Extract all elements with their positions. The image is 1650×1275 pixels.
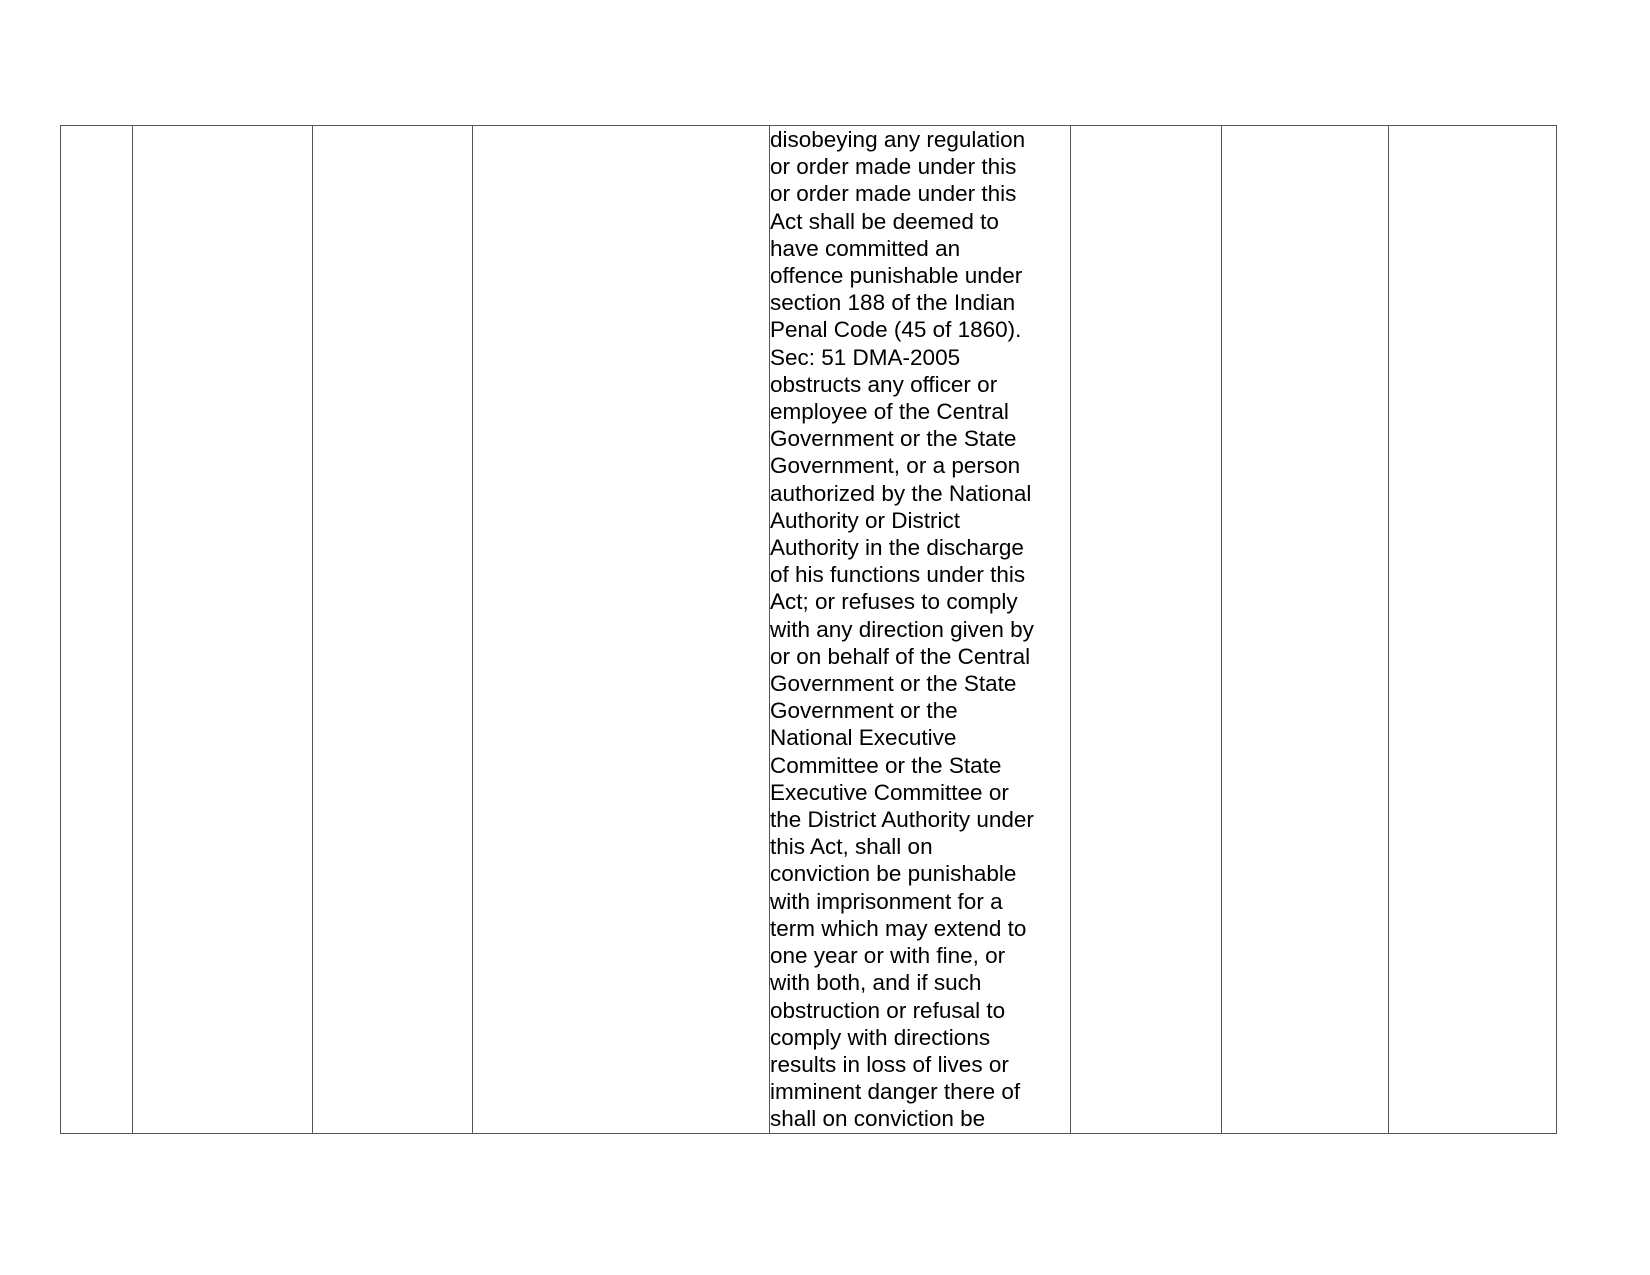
provision-text-line: or order made under this [770, 181, 1017, 207]
provision-text-line: of his functions under this [770, 562, 1026, 588]
provision-text-line: authorized by the National [770, 480, 1032, 506]
provision-text-line: imminent danger there of [770, 1079, 1021, 1105]
table-row [61, 126, 1557, 1134]
provision-text-line: National Executive [770, 725, 957, 751]
provision-text-line: Sec: 51 DMA-2005 [770, 344, 961, 370]
provision-text-line: have committed an [770, 235, 961, 261]
provision-text-line: Act shall be deemed to [770, 208, 999, 234]
provision-text-line: this Act, shall on [770, 834, 933, 860]
provision-text-line: obstructs any officer or [770, 371, 998, 397]
table-cell-col-3 [313, 126, 473, 1134]
provision-text-line: Act; or refuses to comply [770, 589, 1018, 615]
provision-text-line: Penal Code (45 of 1860). [770, 317, 1022, 343]
provision-text-line: the District Authority under [770, 807, 1034, 833]
table-cell-col-7 [1222, 126, 1389, 1134]
legal-provisions-table [60, 125, 1557, 1134]
table-cell-col-6 [1071, 126, 1222, 1134]
provision-text-line: term which may extend to [770, 915, 1027, 941]
provision-text-line: Government or the State [770, 671, 1017, 697]
provision-text-line: Government, or a person [770, 453, 1021, 479]
table-cell-col-2 [133, 126, 313, 1134]
provision-text-line: offence punishable under [770, 263, 1023, 289]
provision-text-line: or on behalf of the Central [770, 643, 1031, 669]
provision-text-line: or order made under this [770, 154, 1017, 180]
table-cell-provision-text [770, 126, 1071, 1134]
provision-text-line: Committee or the State [770, 752, 1002, 778]
provision-text-line: Authority in the discharge [770, 535, 1024, 561]
provision-text-line: section 188 of the Indian [770, 290, 1016, 316]
table-cell-col-8 [1389, 126, 1557, 1134]
provision-text-line: Government or the [770, 698, 958, 724]
provision-text-line: Government or the State [770, 426, 1017, 452]
provision-text-line: Authority or District [770, 507, 961, 533]
provision-text-line: conviction be punishable [770, 861, 1017, 887]
provision-text-line: employee of the Central [770, 399, 1009, 425]
provision-text-line: disobeying any regulation [770, 127, 1026, 152]
provision-text-line: comply with directions [770, 1024, 991, 1050]
provision-text-line: with imprisonment for a [770, 888, 1003, 914]
provision-text-line: shall on conviction be [770, 1106, 986, 1132]
table-cell-col-4 [473, 126, 770, 1134]
provision-text-line: Executive Committee or [770, 779, 1009, 805]
table-cell-col-1 [61, 126, 133, 1134]
provision-text-line: with both, and if such [770, 970, 982, 996]
provision-text-line: results in loss of lives or [770, 1051, 1009, 1077]
provision-text-line: one year or with fine, or [770, 943, 1006, 969]
provision-text-line: with any direction given by [770, 616, 1034, 642]
provision-text-line: obstruction or refusal to [770, 997, 1006, 1023]
